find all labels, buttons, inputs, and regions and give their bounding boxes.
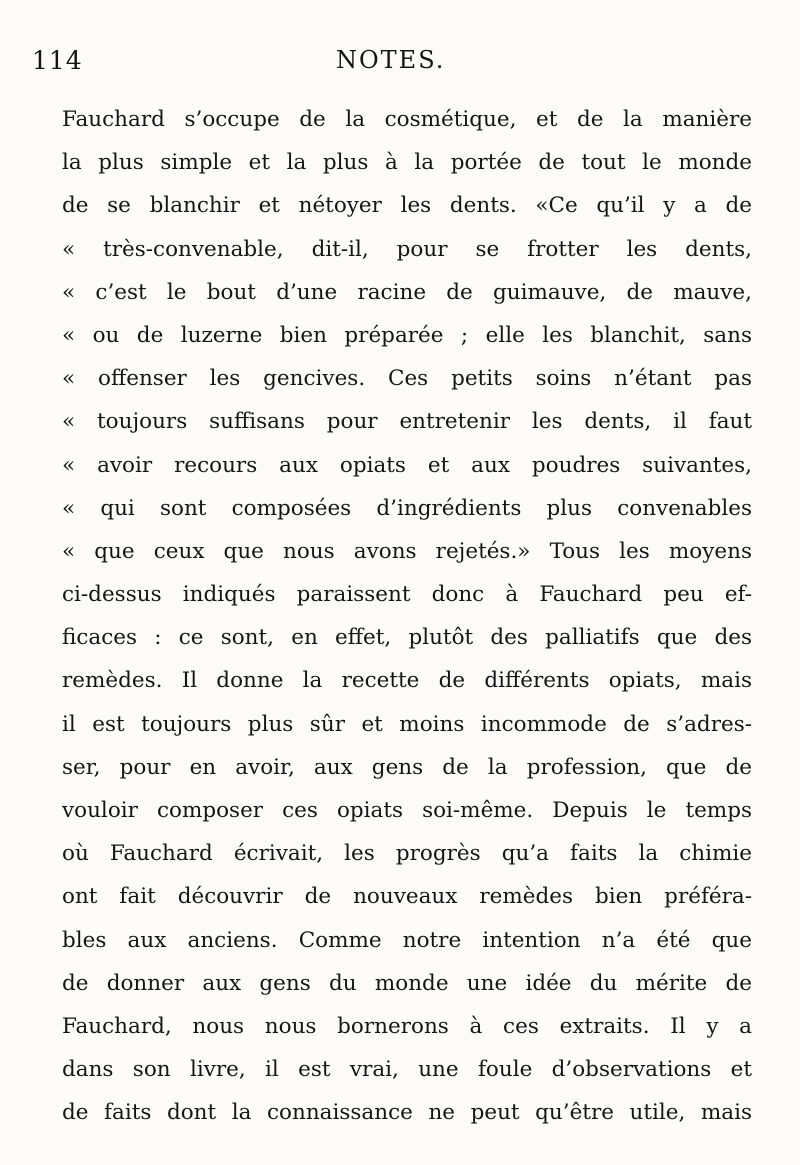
text-line: où Fauchard écrivait, les progrès qu’a faits la chimie	[62, 841, 752, 867]
text-line: « très-convenable, dit-il, pour se frotter les dents,	[62, 236, 752, 262]
text-line: de faits dont la connaissance ne peut qu’être utile, mais	[62, 1100, 752, 1126]
text-line: la plus simple et la plus à la portée de tout le monde	[62, 150, 752, 176]
page-number: 114	[32, 46, 83, 75]
text-line: « toujours suffisans pour entretenir les dents, il faut	[62, 409, 752, 435]
text-line: ficaces : ce sont, en effet, plutôt des palliatifs que des	[62, 625, 752, 651]
text-line: remèdes. Il donne la recette de différents opiats, mais	[62, 668, 752, 694]
text-line: ci-dessus indiqués paraissent donc à Fauchard peu ef-	[62, 582, 752, 608]
text-line: « qui sont composées d’ingrédients plus convenables	[62, 495, 752, 521]
text-line: « que ceux que nous avons rejetés.» Tous les moyens	[62, 538, 752, 564]
text-line: de se blanchir et nétoyer les dents. «Ce qu’il y a de	[62, 193, 752, 219]
text-line: « avoir recours aux opiats et aux poudres suivantes,	[62, 452, 752, 478]
text-line: ont fait découvrir de nouveaux remèdes bien préféra-	[62, 884, 752, 910]
text-line: « ou de luzerne bien préparée ; elle les blanchit, sans	[62, 322, 752, 348]
page-header	[0, 46, 800, 86]
text-line: ser, pour en avoir, aux gens de la profession, que de	[62, 754, 752, 780]
text-line: Fauchard, nous nous bornerons à ces extraits. Il y a	[62, 1013, 752, 1039]
text-line: vouloir composer ces opiats soi-même. Depuis le temps	[62, 798, 752, 823]
text-line: « offenser les gencives. Ces petits soins n’étant pas	[62, 366, 752, 392]
text-line: « c’est le bout d’une racine de guimauve, de mauve,	[62, 279, 752, 305]
text-line: il est toujours plus sûr et moins incommode de s’adres-	[62, 711, 752, 737]
text-line: bles aux anciens. Comme notre intention n’a été que	[62, 927, 752, 953]
body-text	[62, 98, 752, 1135]
text-line: Fauchard s’occupe de la cosmétique, et de la manière	[62, 107, 752, 132]
text-line: de donner aux gens du monde une idée du mérite de	[62, 970, 752, 996]
running-head: NOTES.	[336, 46, 446, 74]
text-line: dans son livre, il est vrai, une foule d’observations et	[62, 1057, 752, 1083]
